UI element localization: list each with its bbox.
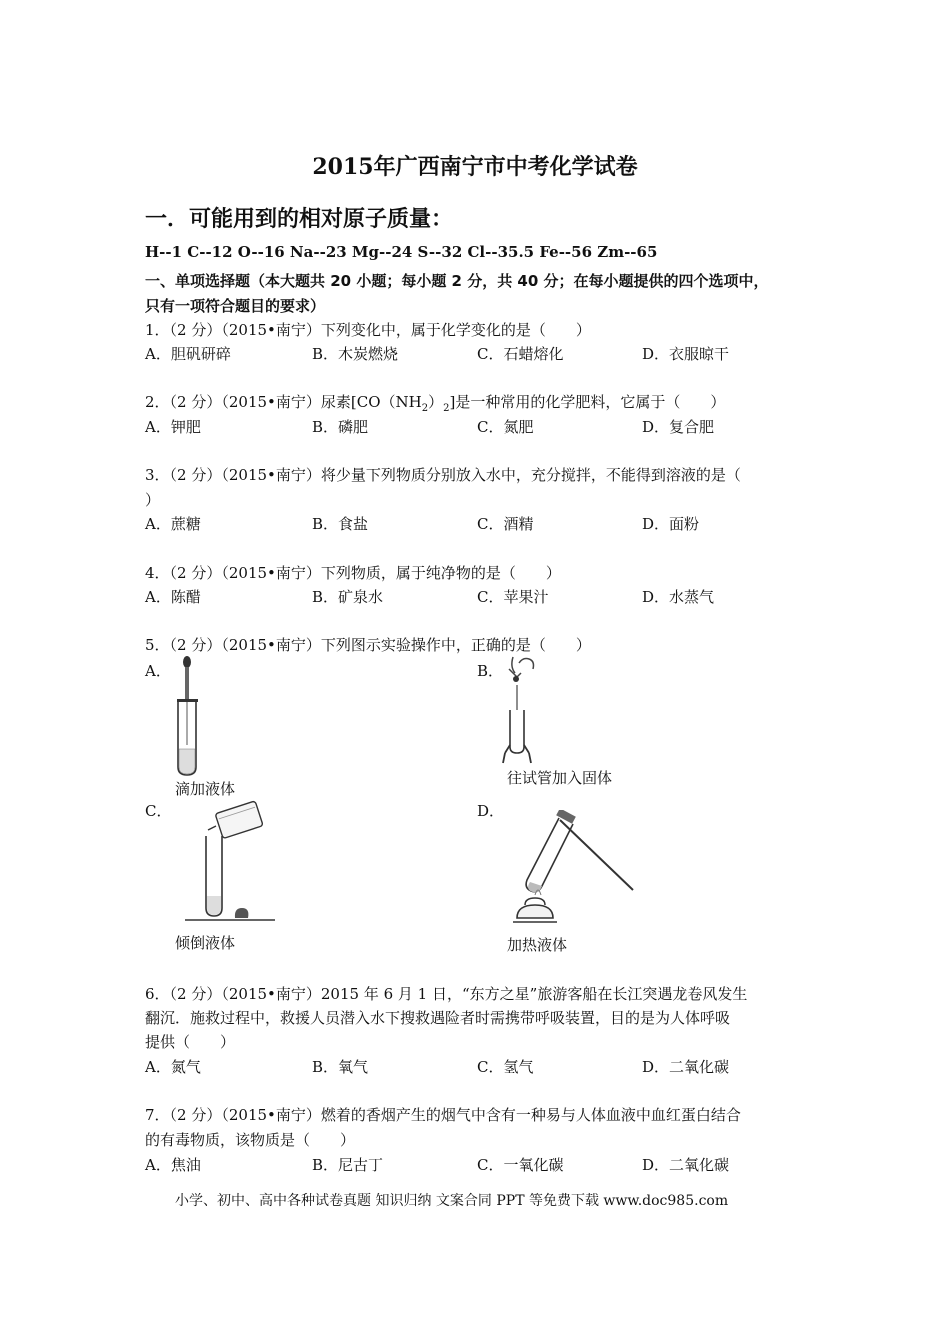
q1-option-c: C．石蜡熔化 xyxy=(477,345,564,363)
q3-option-d: D．面粉 xyxy=(642,515,700,533)
q4-option-b: B．矿泉水 xyxy=(312,588,384,606)
q4-option-c: C．苹果汁 xyxy=(477,588,549,606)
q2-option-d: D．复合肥 xyxy=(642,418,715,436)
q6-option-c: C．氢气 xyxy=(477,1058,534,1076)
q3-option-a: A．蔗糖 xyxy=(145,515,201,533)
q3-option-b: B．食盐 xyxy=(312,515,369,533)
question-6-stem-line-3: 提供（ ） xyxy=(145,1033,236,1051)
question-7-stem-line-2: 的有毒物质，该物质是（ ） xyxy=(145,1131,356,1149)
q3-option-c: C．酒精 xyxy=(477,515,534,533)
page-footer: 小学、初中、高中各种试卷真题 知识归纳 文案合同 PPT 等免费下载 www.doc985.com xyxy=(175,1193,729,1209)
tweezers-test-tube-figure xyxy=(495,655,565,765)
q5-label-c: C． xyxy=(145,802,172,820)
q5-caption-c: 倾倒液体 xyxy=(175,934,236,952)
question-4-stem: 4．（2 分）（2015•南宁）下列物质，属于纯净物的是（ ） xyxy=(145,564,561,582)
dropper-test-tube-figure xyxy=(168,655,228,780)
q5-caption-d: 加热液体 xyxy=(507,936,568,954)
q5-label-d: D． xyxy=(477,802,505,820)
question-1-stem: 1．（2 分）（2015•南宁）下列变化中，属于化学变化的是（ ） xyxy=(145,321,591,339)
q2-option-c: C．氮肥 xyxy=(477,418,534,436)
pouring-liquid-figure xyxy=(180,800,280,925)
q6-option-d: D．二氧化碳 xyxy=(642,1058,730,1076)
q1-option-d: D．衣服晾干 xyxy=(642,345,730,363)
question-3-stem-line-2: ） xyxy=(145,491,161,509)
q7-option-c: C．一氧化碳 xyxy=(477,1156,564,1174)
atomic-masses: H--1 C--12 O--16 Na--23 Mg--24 S--32 Cl--35.5 Fe--56 Zm--65 xyxy=(145,243,658,261)
q2-option-a: A．钾肥 xyxy=(145,418,201,436)
q5-caption-b: 往试管加入固体 xyxy=(507,769,613,787)
q4-option-d: D．水蒸气 xyxy=(642,588,715,606)
q1-option-a: A．胆矾研碎 xyxy=(145,345,231,363)
instructions-line-1: 一、单项选择题（本大题共 20 小题；每小题 2 分，共 40 分；在每小题提供的四个选项中， xyxy=(145,272,769,290)
q5-caption-a: 滴加液体 xyxy=(175,780,236,798)
q7-option-d: D．二氧化碳 xyxy=(642,1156,730,1174)
question-6-stem-line-1: 6．（2 分）（2015•南宁）2015 年 6 月 1 日，“东方之星”旅游客船在长江突遇龙卷风发生 xyxy=(145,985,748,1003)
q7-option-b: B．尼古丁 xyxy=(312,1156,384,1174)
q6-option-b: B．氧气 xyxy=(312,1058,369,1076)
q1-option-b: B．木炭燃烧 xyxy=(312,345,399,363)
q5-label-b: B． xyxy=(477,662,504,680)
question-3-stem-line-1: 3．（2 分）（2015•南宁）将少量下列物质分别放入水中，充分搅拌，不能得到溶液的是（ xyxy=(145,466,741,484)
q2-option-b: B．磷肥 xyxy=(312,418,369,436)
q7-option-a: A．焦油 xyxy=(145,1156,201,1174)
question-5-stem: 5．（2 分）（2015•南宁）下列图示实验操作中，正确的是（ ） xyxy=(145,636,591,654)
question-2-stem: 2．（2 分）（2015•南宁）尿素$[CO(NH_2)_2]$是一种常用的化学肥料，它属于（ ） xyxy=(145,393,726,414)
q4-option-a: A．陈醋 xyxy=(145,588,201,606)
page-title: 2015年广西南宁市中考化学试卷 xyxy=(312,154,638,180)
question-7-stem-line-1: 7．（2 分）（2015•南宁）燃着的香烟产生的烟气中含有一种易与人体血液中血红蛋白结合 xyxy=(145,1106,741,1124)
q6-option-a: A．氮气 xyxy=(145,1058,201,1076)
instructions-line-2: 只有一项符合题目的要求） xyxy=(145,297,326,315)
heating-liquid-figure xyxy=(505,810,645,930)
section-heading: 一．可能用到的相对原子质量： xyxy=(145,207,454,232)
q5-label-a: A． xyxy=(145,662,171,680)
question-6-stem-line-2: 翻沉．施救过程中，救援人员潜入水下搜救遇险者时需携带呼吸装置，目的是为人体呼吸 xyxy=(145,1009,731,1027)
